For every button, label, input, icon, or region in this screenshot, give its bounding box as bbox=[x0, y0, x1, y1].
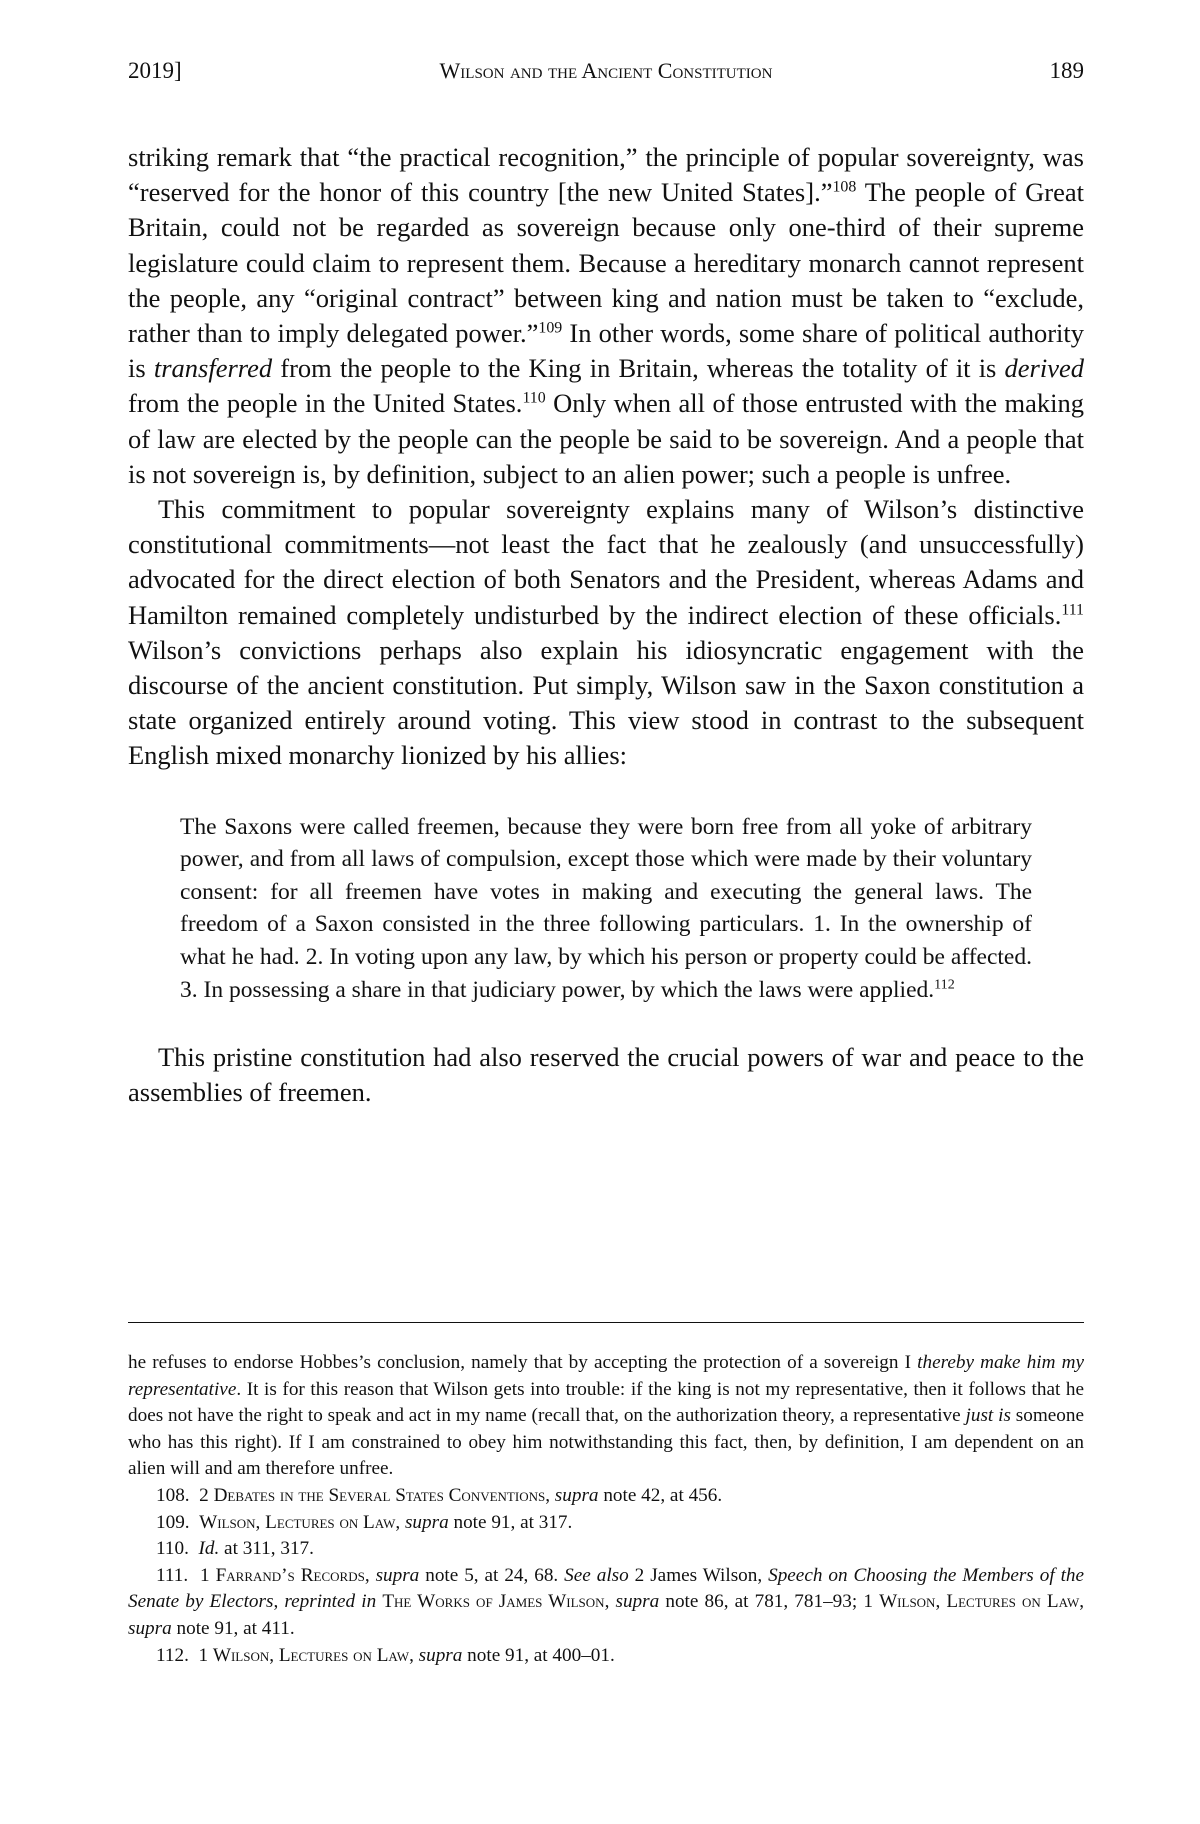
footnote-112 bbox=[128, 1643, 1084, 1670]
small-caps-title: Wilson, Lectures on Law bbox=[212, 1644, 410, 1666]
emphasis: See also bbox=[564, 1564, 629, 1586]
emphasis: derived bbox=[1004, 353, 1084, 384]
emphasis: Speech on Choosing the Members of the Senate by Electors bbox=[128, 1564, 1085, 1613]
emphasis: Id. bbox=[198, 1538, 220, 1560]
text-run: at 311, 317. bbox=[219, 1538, 314, 1560]
emphasis: transferred bbox=[153, 353, 273, 384]
emphasis: reprinted in bbox=[284, 1591, 377, 1613]
small-caps-title: Farrand’s Records bbox=[215, 1564, 365, 1586]
text-run: , bbox=[395, 1511, 405, 1533]
small-caps-title: Wilson, Lectures on Law bbox=[199, 1511, 396, 1533]
footnote-ref-109: 109 bbox=[538, 319, 563, 337]
footnote-number: 110. bbox=[156, 1538, 189, 1560]
emphasis: supra bbox=[404, 1511, 449, 1533]
text-run: 2 bbox=[199, 1484, 214, 1506]
text-run: note 42, at 456. bbox=[598, 1484, 723, 1506]
text-run: someone who has this right). If I am constrained to obey him notwithstanding this fact, then, by definition, I am dependent on an alien will and am therefore unfree. bbox=[128, 1405, 1084, 1480]
page-number: 189 bbox=[1049, 58, 1084, 83]
block-quote bbox=[180, 811, 1032, 1007]
footnote-111 bbox=[128, 1563, 1084, 1643]
text-run: The people of Great Britain, could not be regarded as sovereign because only one-third of their supreme legislature could claim to represent them. Because a hereditary monarch cannot represent the people, any “original contract” between king and nation must be taken to “exclude, rather than to imply delegated power.” bbox=[128, 177, 1085, 349]
text-run: Wilson’s convictions perhaps also explain his idiosyncratic engagement with the discourse of the ancient constitution. Put simply, Wilson saw in the Saxon constitution a state organized entirely around voting. This view stood in contrast to the subsequent English mixed monarchy lionized by his allies: bbox=[128, 634, 1084, 771]
emphasis: supra bbox=[554, 1484, 599, 1506]
footnote-number: 109. bbox=[156, 1511, 190, 1533]
running-title: Wilson and the Ancient Constitution bbox=[439, 58, 773, 83]
small-caps-title: Debates in the Several States Conventions bbox=[213, 1484, 546, 1506]
text-run: In other words, some share of political authority is bbox=[128, 318, 1084, 384]
emphasis: just is bbox=[965, 1405, 1011, 1427]
text-run: 1 bbox=[198, 1644, 213, 1666]
paragraph-1 bbox=[128, 140, 1084, 492]
running-header bbox=[128, 58, 1084, 94]
text-run: . It is for this reason that Wilson gets into trouble: if the king is not my representative, then it follows that he does not have the right to speak and act in my name (recall that, on the authorization theory, a representative bbox=[128, 1378, 1084, 1427]
text-run: striking remark that “the practical recognition,” the principle of popular sovereignty, was “reserved for the honor of this country [the new United States].” bbox=[128, 142, 1084, 208]
text-run: This commitment to popular sovereignty explains many of Wilson’s distinctive constitutional commitments—not least the fact that he zealously (and unsuccessfully) advocated for the direct election of both Senators and the President, whereas Adams and Hamilton remained completely undisturbed by the indirect election of these officials. bbox=[128, 494, 1084, 630]
footnote-ref-108: 108 bbox=[832, 178, 857, 196]
footnote-ref-111: 111 bbox=[1061, 601, 1084, 619]
text-run: 2 James Wilson, bbox=[628, 1564, 769, 1586]
text-run: note 91, at 411. bbox=[171, 1617, 295, 1639]
quote-text: The Saxons were called freemen, because they were born free from all yoke of arbitrary power, and from all laws of compulsion, except those which were made by their voluntary consent: for all freemen have votes in making and executing the general laws. The freedom of a Saxon consisted in the three following particulars. 1. In the ownership of what he had. 2. In voting upon any law, by which his person or property could be affected. 3. In possessing a share in that judiciary power, by which the laws were applied. bbox=[180, 813, 1032, 1003]
footnote-ref-112: 112 bbox=[934, 976, 955, 993]
text-run: from the people in the United States. bbox=[128, 388, 523, 419]
emphasis: supra bbox=[375, 1564, 420, 1586]
small-caps-title: The Works of James Wilson bbox=[382, 1591, 605, 1613]
text-run: , bbox=[273, 1591, 285, 1613]
small-caps-title: Wilson, Lectures on Law bbox=[879, 1591, 1080, 1613]
text-run: , bbox=[1079, 1591, 1085, 1613]
footnote-110 bbox=[128, 1536, 1084, 1563]
footnote-109 bbox=[128, 1510, 1084, 1537]
footnote-number: 111. bbox=[156, 1564, 189, 1586]
text-run: , bbox=[409, 1644, 419, 1666]
text-run: , bbox=[545, 1484, 555, 1506]
footnotes bbox=[128, 1350, 1084, 1669]
main-text bbox=[128, 140, 1084, 1111]
footnote-ref-110: 110 bbox=[522, 389, 546, 407]
text-run: note 5, at 24, 68. bbox=[419, 1564, 565, 1586]
text-run: Only when all of those entrusted with the making of law are elected by the people can the people be said to be sovereign. And a people that is not sovereign is, by definition, subject to an alien power; such a people is unfree. bbox=[128, 388, 1084, 489]
text-run: 1 bbox=[200, 1564, 216, 1586]
paragraph-2 bbox=[128, 492, 1084, 774]
paragraph-3: This pristine constitution had also reserved the crucial powers of war and peace to the assemblies of freemen. bbox=[128, 1042, 1084, 1108]
text-run: note 91, at 400–01. bbox=[462, 1644, 615, 1666]
text-run: note 91, at 317. bbox=[448, 1511, 573, 1533]
emphasis: supra bbox=[128, 1617, 172, 1639]
text-run: he refuses to endorse Hobbes’s conclusion, namely that by accepting the protection of a sovereign I bbox=[128, 1352, 918, 1373]
text-run: note 86, at 781, 781–93; 1 bbox=[659, 1591, 880, 1613]
text-run: from the people to the King in Britain, whereas the totality of it is bbox=[272, 353, 1005, 384]
emphasis: thereby make him my representative bbox=[128, 1352, 1084, 1400]
emphasis: supra bbox=[615, 1591, 660, 1613]
footnote-number: 112. bbox=[156, 1644, 189, 1666]
footnote-number: 108. bbox=[156, 1484, 190, 1506]
footnote-108 bbox=[128, 1483, 1084, 1510]
volume-year: 2019] bbox=[128, 58, 182, 83]
text-run: , bbox=[364, 1564, 376, 1586]
footnote-continuation bbox=[128, 1350, 1084, 1483]
text-run: , bbox=[604, 1591, 616, 1613]
footnote-divider bbox=[128, 1322, 1084, 1323]
emphasis: supra bbox=[418, 1644, 463, 1666]
